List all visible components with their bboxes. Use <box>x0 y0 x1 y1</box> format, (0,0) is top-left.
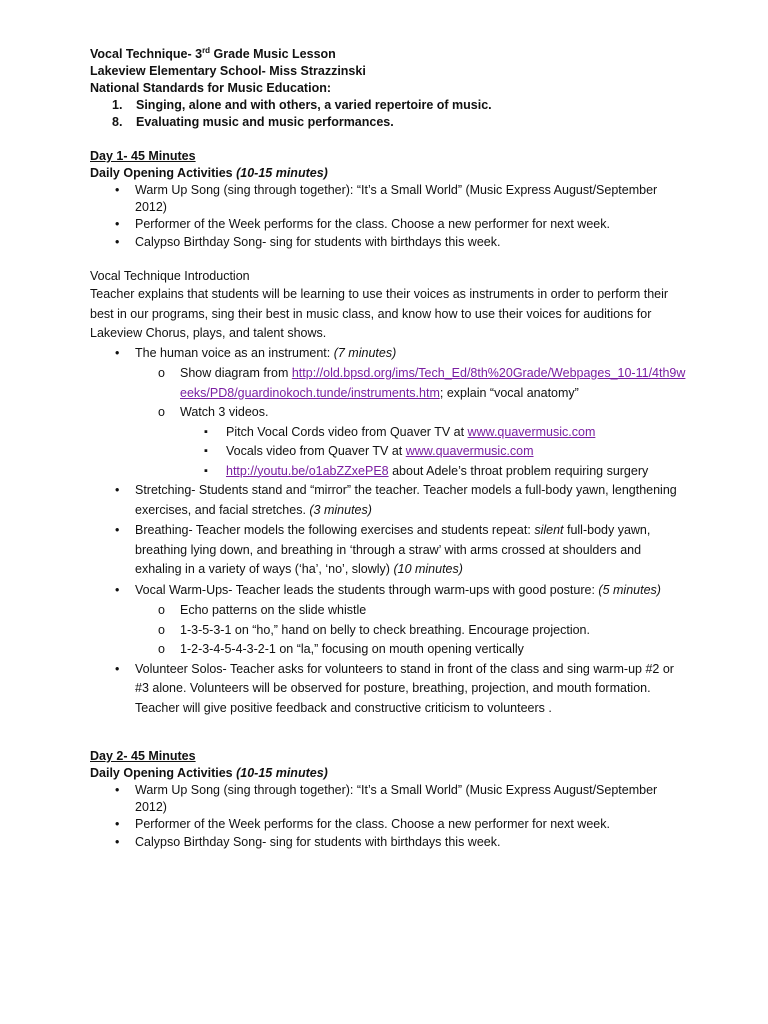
voice-sublist <box>90 364 690 423</box>
quaver-link[interactable]: www.quavermusic.com <box>405 444 534 459</box>
quaver-link[interactable]: www.quavermusic.com <box>467 424 596 439</box>
day1-activities-list-end <box>90 660 690 719</box>
day1-activities-list <box>90 344 690 364</box>
title-superscript: rd <box>202 46 211 55</box>
list-item-breathing: • Breathing- Teacher models the following exercises and students repeat: silent full-body yawn, breathing lying down, and breathing in ‘through a straw’ with arms crossed at shoulders and exhaling in a variety of ways (‘ha’, ‘no’, slowly) (10 minutes) <box>90 521 690 580</box>
list-item-solos: • Volunteer Solos- Teacher asks for volunteers to stand in front of the class and sing warm-up #2 or #3 alone. Volunteers will be observed for posture, breathing, projection, and mouth formation. Teacher will give positive feedback and constructive criticism to volunteers . <box>90 660 690 719</box>
day1-activities-list-cont <box>90 481 690 600</box>
list-item-video: ▪ Pitch Vocal Cords video from Quaver TV at www.quavermusic.com <box>90 423 690 443</box>
list-item-warmups: • Vocal Warm-Ups- Teacher leads the students through warm-ups with good posture: (5 minutes) <box>90 581 690 601</box>
list-item-video: ▪ Vocals video from Quaver TV at www.quavermusic.com <box>90 442 690 462</box>
standards-heading: National Standards for Music Education: <box>90 81 331 96</box>
day2-opening-heading: Daily Opening Activities (10-15 minutes) <box>90 766 328 781</box>
day1-opening-list <box>90 182 690 250</box>
list-item: • Performer of the Week performs for the class. Choose a new performer for next week. <box>90 816 690 833</box>
day1-opening-heading: Daily Opening Activities (10-15 minutes) <box>90 166 328 181</box>
list-item: o 1-3-5-3-1 on “ho,” hand on belly to check breathing. Encourage projection. <box>90 621 690 641</box>
list-item-watch: o Watch 3 videos. <box>90 403 690 423</box>
youtube-link[interactable]: http://youtu.be/o1abZZxePE8 <box>226 463 389 478</box>
school-line: Lakeview Elementary School- Miss Strazzinski <box>90 64 366 79</box>
lesson-title: Vocal Technique- 3rd Grade Music Lesson <box>90 46 336 62</box>
list-item: • Warm Up Song (sing through together): “It’s a Small World” (Music Express August/September 2012) <box>90 182 690 215</box>
list-item: o Echo patterns on the slide whistle <box>90 601 690 621</box>
intro-heading: Vocal Technique Introduction <box>90 269 250 284</box>
warmups-sublist <box>90 601 690 660</box>
videos-list <box>90 423 690 482</box>
intro-paragraph: Teacher explains that students will be learning to use their voices as instruments in order to perform their best in our programs, sing their best in music class, and know how to use their voices for auditions for Lakeview Chorus, plays, and talent shows. <box>90 287 669 341</box>
standard-item: 8. Evaluating music and music performances. <box>112 115 394 130</box>
list-item: o 1-2-3-4-5-4-3-2-1 on “la,” focusing on mouth opening vertically <box>90 640 690 660</box>
day2-opening-list <box>90 782 690 850</box>
list-item-diagram: o Show diagram from http://old.bpsd.org/ims/Tech_Ed/8th%20Grade/Webpages_10-11/4th9weeks/PD8/guardinokoch.tunde/instruments.htm; explain “vocal anatomy” <box>90 364 690 403</box>
day1-heading: Day 1- 45 Minutes <box>90 149 196 164</box>
document-page <box>90 42 690 851</box>
list-item: • Warm Up Song (sing through together): “It’s a Small World” (Music Express August/September 2012) <box>90 782 690 815</box>
list-item-video: ▪ http://youtu.be/o1abZZxePE8 about Adele’s throat problem requiring surgery <box>90 462 690 482</box>
diagram-link[interactable]: http://old.bpsd.org/ims/Tech_Ed/8th%20Grade/Webpages_10-11/4th9weeks/PD8/guardinokoch.tunde/instruments.htm <box>180 366 686 400</box>
day2-heading: Day 2- 45 Minutes <box>90 749 196 764</box>
standard-item: 1. Singing, alone and with others, a varied repertoire of music. <box>112 98 492 113</box>
list-item-stretching: • Stretching- Students stand and “mirror” the teacher. Teacher models a full-body yawn, lengthening exercises, and facial stretches. (3 minutes) <box>90 481 690 520</box>
list-item-voice: • The human voice as an instrument: (7 minutes) <box>90 344 690 364</box>
list-item: • Performer of the Week performs for the class. Choose a new performer for next week. <box>90 216 690 233</box>
standards-list <box>90 97 690 131</box>
list-item: • Calypso Birthday Song- sing for students with birthdays this week. <box>90 234 690 251</box>
list-item: • Calypso Birthday Song- sing for students with birthdays this week. <box>90 834 690 851</box>
